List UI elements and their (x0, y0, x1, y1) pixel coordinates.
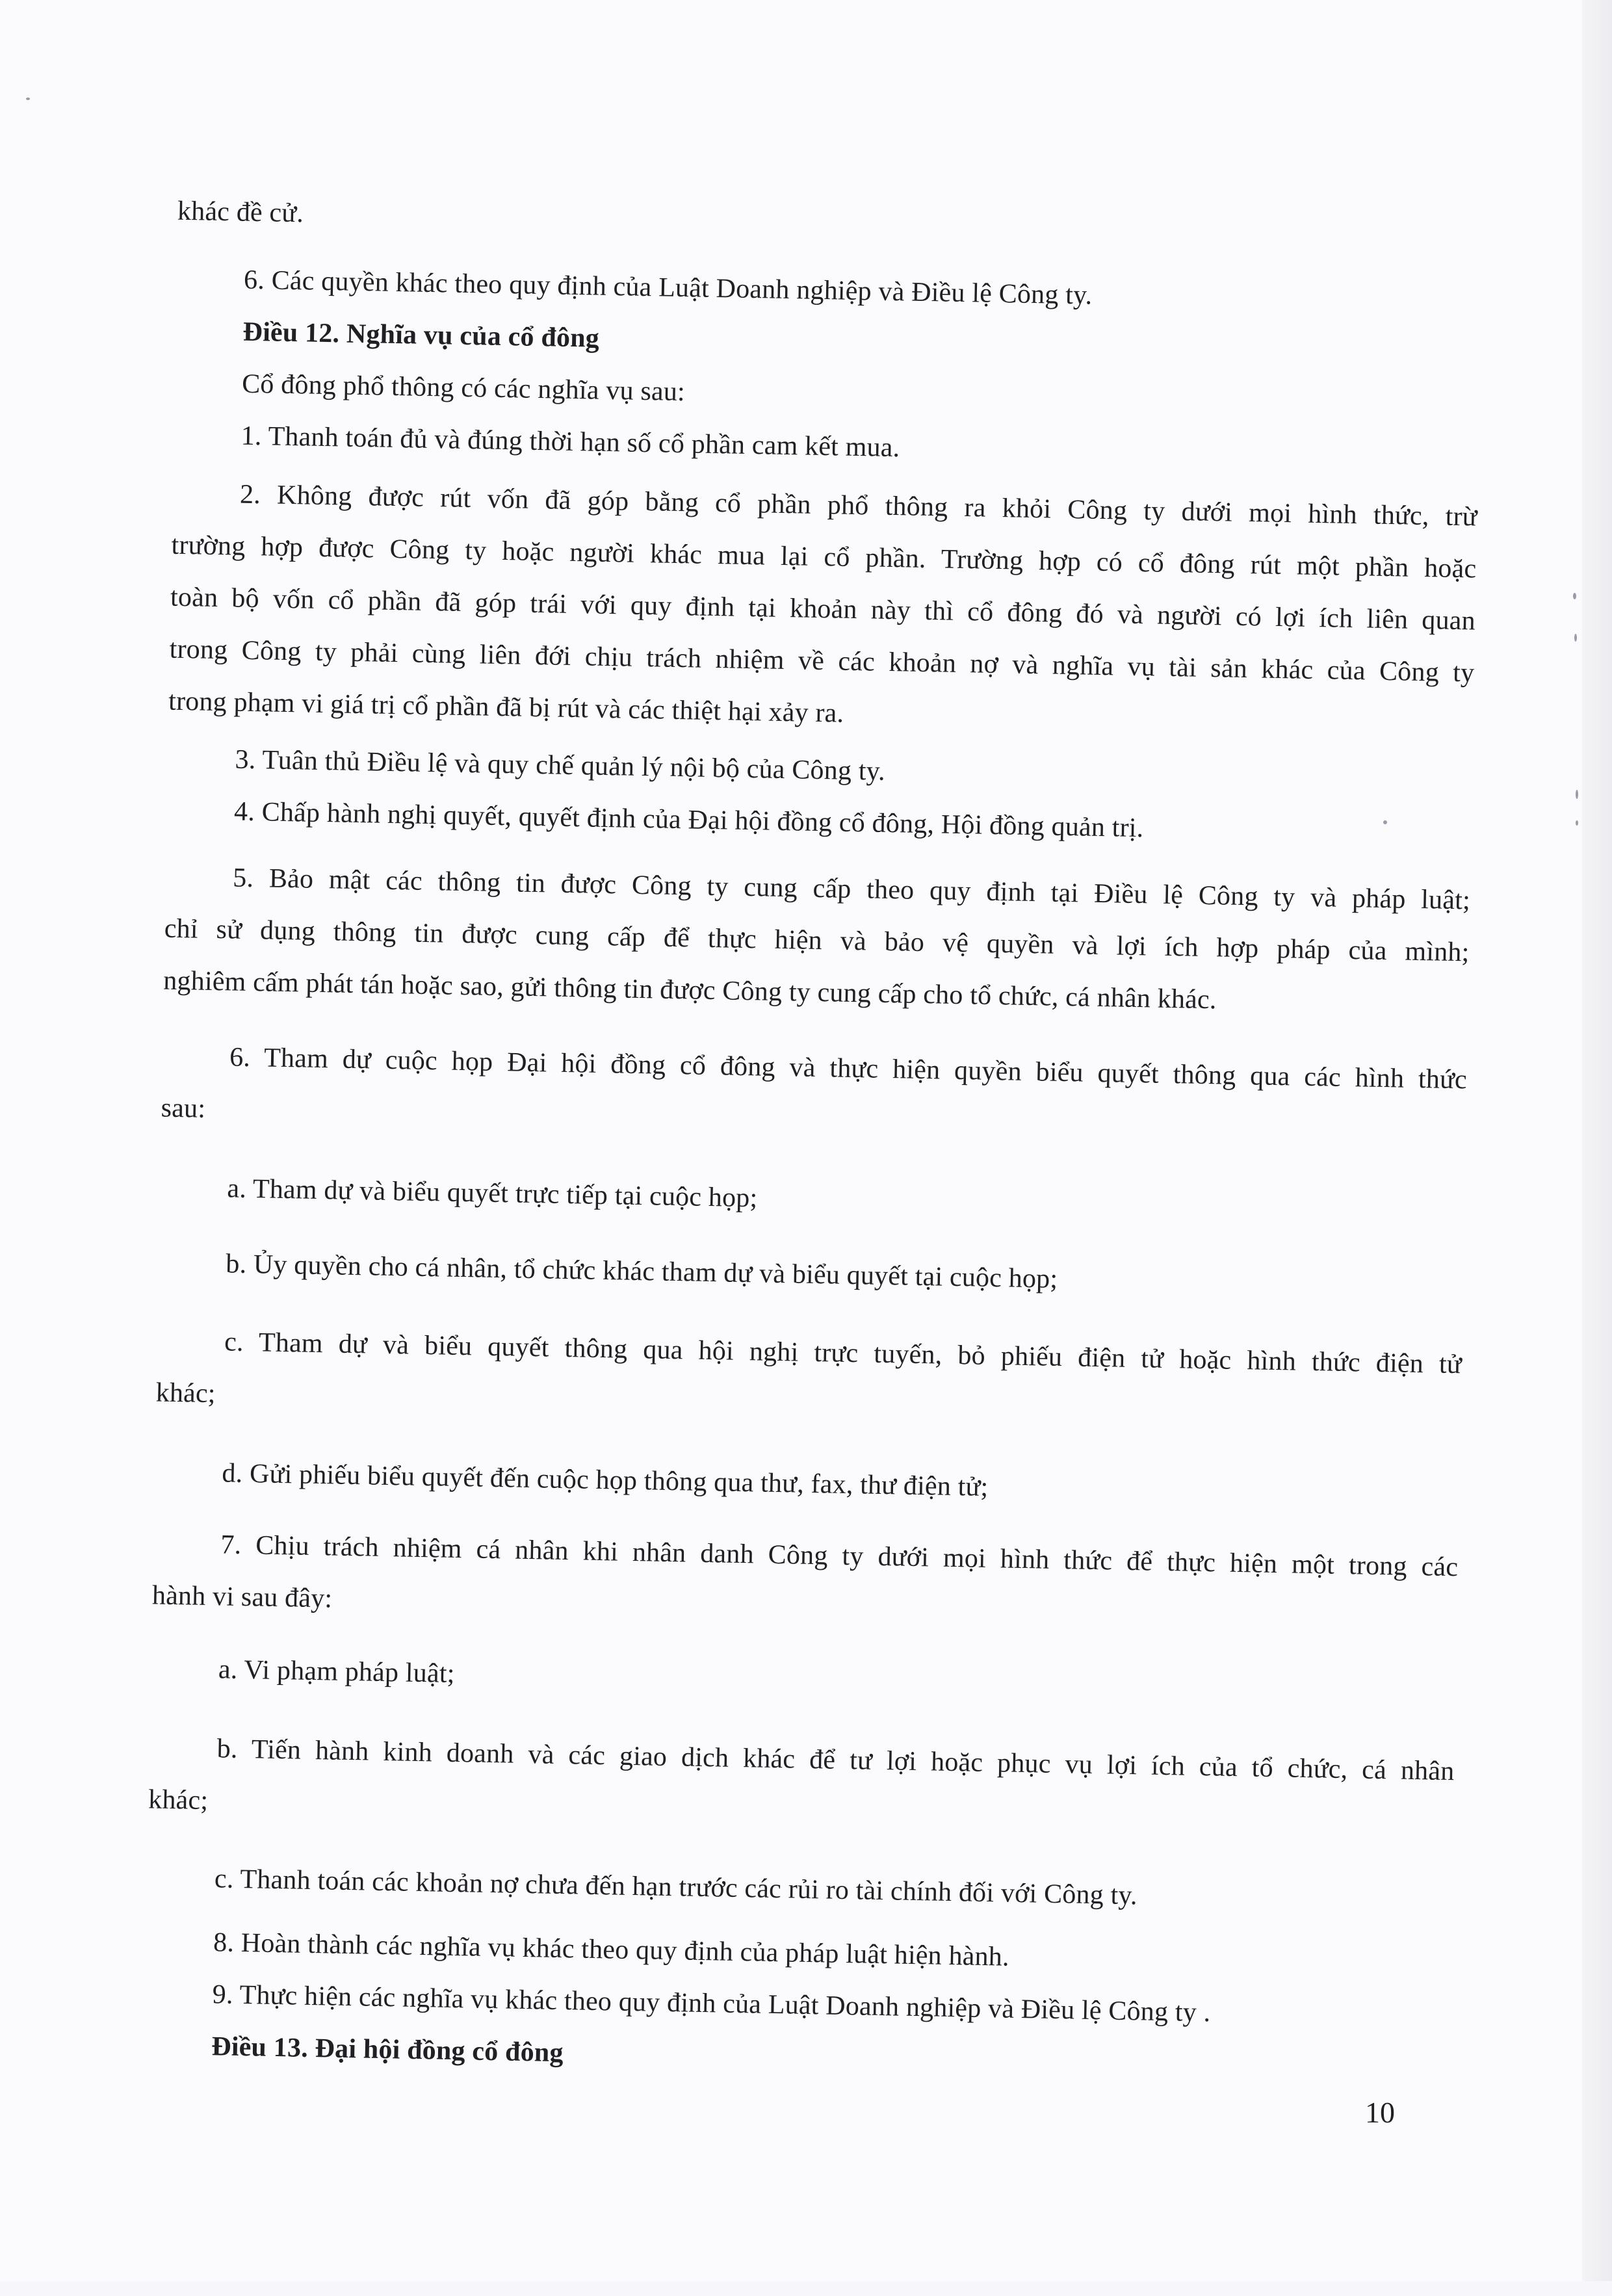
text-line: c. Tham dự và biểu quyết thông qua hội nghị trực tuyến, bỏ phiếu điện tử hoặc hình thức điện tử (224, 1327, 1462, 1380)
text-line: a. Tham dự và biểu quyết trực tiếp tại cuộc họp; (227, 1173, 758, 1214)
text-line: sau: (161, 1093, 206, 1124)
text-line: khác; (155, 1377, 216, 1409)
scan-speck (1576, 820, 1578, 826)
scan-speck (1573, 593, 1576, 599)
text-line: 1. Thanh toán đủ và đúng thời hạn số cổ phần cam kết mua. (240, 421, 900, 463)
text-line: nghiêm cấm phát tán hoặc sao, gửi thông tin được Công ty cung cấp cho tổ chức, cá nhân khác. (162, 965, 1217, 1015)
text-line: 3. Tuân thủ Điều lệ và quy chế quản lý nội bộ của Công ty. (235, 744, 886, 787)
scan-speck (26, 98, 30, 100)
text-line: 9. Thực hiện các nghĩa vụ khác theo quy định của Luật Doanh nghiệp và Điều lệ Công ty . (212, 1979, 1211, 2028)
text-line: 4. Chấp hành nghị quyết, quyết định của Đại hội đồng cổ đông, Hội đồng quản trị. (233, 796, 1144, 844)
text-line: 6. Tham dự cuộc họp Đại hội đồng cổ đông và thực hiện quyền biểu quyết thông qua các hình thức (229, 1042, 1468, 1095)
text-line: 7. Chịu trách nhiệm cá nhân khi nhân danh Công ty dưới mọi hình thức để thực hiện một trong các (220, 1530, 1459, 1583)
text-line: a. Vi phạm pháp luật; (218, 1654, 455, 1689)
text-line: d. Gửi phiếu biểu quyết đến cuộc họp thông qua thư, fax, thư điện tử; (222, 1458, 989, 1502)
scan-speck (1574, 634, 1577, 642)
page-number: 10 (1365, 2096, 1395, 2129)
text-line: Cổ đông phổ thông có các nghĩa vụ sau: (241, 369, 686, 408)
text-line: trong phạm vi giá trị cổ phần đã bị rút và các thiệt hại xảy ra. (168, 686, 844, 729)
text-line: 8. Hoàn thành các nghĩa vụ khác theo quy định của pháp luật hiện hành. (213, 1927, 1010, 1972)
text-line: khác đề cử. (177, 196, 304, 229)
text-line: b. Tiến hành kinh doanh và các giao dịch khác để tư lợi hoặc phục vụ lợi ích của tổ chức, cá nhân (216, 1734, 1455, 1787)
text-line: trường hợp được Công ty hoặc người khác mua lại cổ phần. Trường hợp có cổ đông rút một phần hoặc (171, 530, 1477, 584)
text-line: trong Công ty phải cùng liên đới chịu trách nhiệm về các khoản nợ và nghĩa vụ tài sản khác của Công ty (169, 634, 1475, 688)
text-line: chỉ sử dụng thông tin được cung cấp để thực hiện và bảo vệ quyền và lợi ích hợp pháp của mình; (164, 913, 1470, 968)
text-line: hành vi sau đây: (151, 1580, 333, 1614)
text-line: c. Thanh toán các khoản nợ chưa đến hạn trước các rủi ro tài chính đối với Công ty. (214, 1864, 1138, 1911)
text-line: toàn bộ vốn cổ phần đã góp trái với quy định tại khoản này thì cổ đông đó và người có lợi ích liên quan (170, 582, 1476, 636)
text-line: 5. Bảo mật các thông tin được Công ty cung cấp theo quy định tại Điều lệ Công ty và pháp luật; (232, 863, 1471, 916)
scan-speck (1383, 820, 1387, 824)
article-heading: Điều 12. Nghĩa vụ của cổ đông (242, 317, 600, 354)
text-line: khác; (148, 1784, 209, 1816)
scan-speck (1576, 790, 1578, 799)
text-line: 6. Các quyền khác theo quy định của Luật Doanh nghiệp và Điều lệ Công ty. (243, 265, 1093, 311)
article-heading: Điều 13. Đại hội đồng cổ đông (211, 2031, 564, 2068)
text-line: b. Ủy quyền cho cá nhân, tổ chức khác tham dự và biểu quyết tại cuộc họp; (225, 1249, 1058, 1294)
text-line: 2. Không được rút vốn đã góp bằng cổ phần phổ thông ra khỏi Công ty dưới mọi hình thức, trừ (239, 479, 1478, 532)
